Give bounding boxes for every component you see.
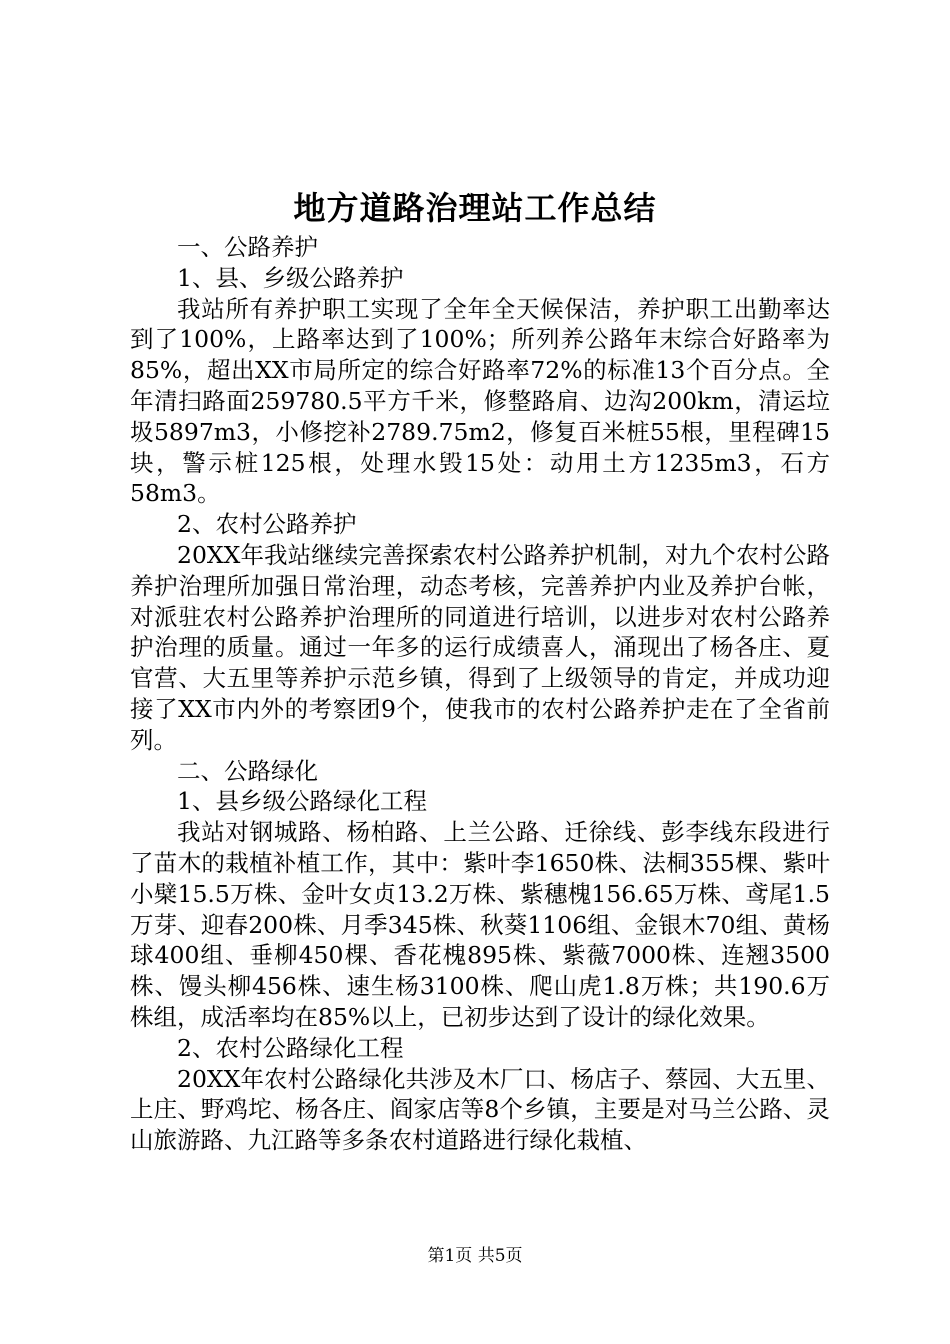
document-title: 地方道路治理站工作总结 xyxy=(293,189,657,227)
paragraph-county-township-maintenance: 我站所有养护职工实现了全年全天候保洁，养护职工出勤率达到了100%，上路率达到了100%；所列养公路年末综合好路率为85%，超出XX市局所定的综合好路率72%的标准13个百分点。全年清扫路面259780.5平方千米，修整路肩、边沟200km，清运垃圾5897m3，小修挖补2789.75m2，修复百米桩55根，里程碑15块，警示桩125根，处理水毁15处：动用土方1235m3，石方58m3。 xyxy=(130,294,830,508)
paragraph-rural-greening: 20XX年农村公路绿化共涉及木厂口、杨店子、蔡园、大五里、上庄、野鸡坨、杨各庄、阎家店等8个乡镇，主要是对马兰公路、灵山旅游路、九江路等多条农村道路进行绿化栽植、 xyxy=(130,1064,830,1155)
document-body xyxy=(130,232,830,1156)
page-footer: 第1页 共5页 xyxy=(427,1246,523,1266)
paragraph-county-township-greening: 我站对钢城路、杨柏路、上兰公路、迁徐线、彭李线东段进行了苗木的栽植补植工作，其中：紫叶李1650株、法桐355棵、紫叶小檗15.5万株、金叶女贞13.2万株、紫穗槐156.65万株、鸢尾1.5万芽、迎春200株、月季345株、秋葵1106组、金银木70组、黄杨球400组、垂柳450棵、香花槐895株、紫薇7000株、连翘3500株、馒头柳456株、速生杨3100株、爬山虎1.8万株；共190.6万株组，成活率均在85%以上，已初步达到了设计的绿化效果。 xyxy=(130,818,830,1031)
section-heading-road-maintenance: 一、公路养护 xyxy=(177,233,318,261)
subsection-heading-county-township-maintenance: 1、县、乡级公路养护 xyxy=(177,263,404,292)
subsection-heading-county-township-greening: 1、县乡级公路绿化工程 xyxy=(177,787,427,816)
subsection-heading-rural-greening: 2、农村公路绿化工程 xyxy=(177,1033,404,1062)
subsection-heading-rural-maintenance: 2、农村公路养护 xyxy=(177,510,357,539)
paragraph-rural-maintenance: 20XX年我站继续完善探索农村公路养护机制，对九个农村公路养护治理所加强日常治理，动态考核，完善养护内业及养护台帐，对派驻农村公路养护治理所的同道进行培训，以进步对农村公路养护治理的质量。通过一年多的运行成绩喜人，涌现出了杨各庄、夏官营、大五里等养护示范乡镇，得到了上级领导的肯定，并成功迎接了XX市内外的考察团9个，使我市的农村公路养护走在了全省前列。 xyxy=(130,540,830,754)
section-heading-road-greening: 二、公路绿化 xyxy=(177,756,318,785)
